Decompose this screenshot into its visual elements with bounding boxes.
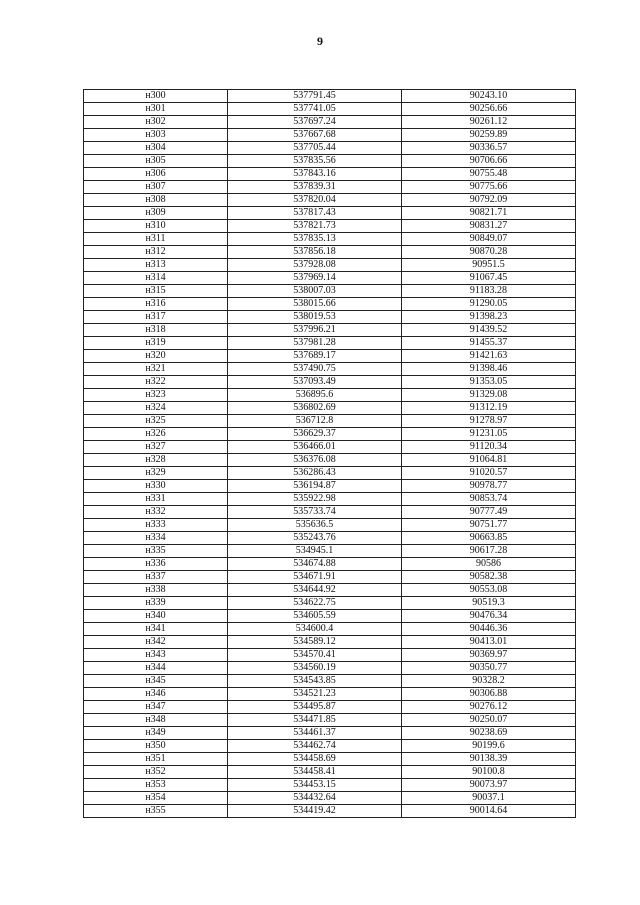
point-id-cell: н325 bbox=[84, 415, 228, 428]
x-coordinate-cell: 534453.15 bbox=[228, 779, 402, 792]
x-coordinate-cell: 537705.44 bbox=[228, 142, 402, 155]
x-coordinate-cell: 537741.05 bbox=[228, 103, 402, 116]
x-coordinate-cell: 537928.08 bbox=[228, 259, 402, 272]
y-coordinate-cell: 90014.64 bbox=[402, 805, 576, 818]
point-id-cell: н321 bbox=[84, 363, 228, 376]
table-row bbox=[84, 454, 576, 467]
table-row bbox=[84, 246, 576, 259]
point-id-cell: н330 bbox=[84, 480, 228, 493]
table-row bbox=[84, 337, 576, 350]
y-coordinate-cell: 90870.28 bbox=[402, 246, 576, 259]
point-id-cell: н352 bbox=[84, 766, 228, 779]
x-coordinate-cell: 538007.03 bbox=[228, 285, 402, 298]
point-id-cell: н301 bbox=[84, 103, 228, 116]
point-id-cell: н317 bbox=[84, 311, 228, 324]
y-coordinate-cell: 90100.8 bbox=[402, 766, 576, 779]
y-coordinate-cell: 90777.49 bbox=[402, 506, 576, 519]
table-row bbox=[84, 766, 576, 779]
y-coordinate-cell: 91398.23 bbox=[402, 311, 576, 324]
x-coordinate-cell: 534521.23 bbox=[228, 688, 402, 701]
y-coordinate-cell: 90276.12 bbox=[402, 701, 576, 714]
x-coordinate-cell: 536802.69 bbox=[228, 402, 402, 415]
table-row bbox=[84, 610, 576, 623]
point-id-cell: н326 bbox=[84, 428, 228, 441]
point-id-cell: н318 bbox=[84, 324, 228, 337]
table-row bbox=[84, 194, 576, 207]
y-coordinate-cell: 90792.09 bbox=[402, 194, 576, 207]
y-coordinate-cell: 90256.66 bbox=[402, 103, 576, 116]
table-row bbox=[84, 233, 576, 246]
point-id-cell: н332 bbox=[84, 506, 228, 519]
table-row bbox=[84, 649, 576, 662]
y-coordinate-cell: 90073.97 bbox=[402, 779, 576, 792]
table-row bbox=[84, 506, 576, 519]
y-coordinate-cell: 90951.5 bbox=[402, 259, 576, 272]
y-coordinate-cell: 90413.01 bbox=[402, 636, 576, 649]
point-id-cell: н324 bbox=[84, 402, 228, 415]
table-row bbox=[84, 298, 576, 311]
y-coordinate-cell: 90582.38 bbox=[402, 571, 576, 584]
x-coordinate-cell: 537835.13 bbox=[228, 233, 402, 246]
y-coordinate-cell: 91183.28 bbox=[402, 285, 576, 298]
table-row bbox=[84, 181, 576, 194]
table-row bbox=[84, 376, 576, 389]
point-id-cell: н300 bbox=[84, 90, 228, 103]
table-row bbox=[84, 493, 576, 506]
table-row bbox=[84, 792, 576, 805]
y-coordinate-cell: 91120.34 bbox=[402, 441, 576, 454]
x-coordinate-cell: 534458.41 bbox=[228, 766, 402, 779]
point-id-cell: н348 bbox=[84, 714, 228, 727]
point-id-cell: н306 bbox=[84, 168, 228, 181]
y-coordinate-cell: 90586 bbox=[402, 558, 576, 571]
x-coordinate-cell: 537843.16 bbox=[228, 168, 402, 181]
x-coordinate-cell: 537490.75 bbox=[228, 363, 402, 376]
point-id-cell: н323 bbox=[84, 389, 228, 402]
point-id-cell: н305 bbox=[84, 155, 228, 168]
table-row bbox=[84, 350, 576, 363]
x-coordinate-cell: 534543.85 bbox=[228, 675, 402, 688]
y-coordinate-cell: 90821.71 bbox=[402, 207, 576, 220]
x-coordinate-cell: 534600.4 bbox=[228, 623, 402, 636]
x-coordinate-cell: 534560.19 bbox=[228, 662, 402, 675]
table-row bbox=[84, 753, 576, 766]
table-row bbox=[84, 155, 576, 168]
x-coordinate-cell: 537817.43 bbox=[228, 207, 402, 220]
table-row bbox=[84, 116, 576, 129]
point-id-cell: н312 bbox=[84, 246, 228, 259]
point-id-cell: н341 bbox=[84, 623, 228, 636]
point-id-cell: н346 bbox=[84, 688, 228, 701]
point-id-cell: н351 bbox=[84, 753, 228, 766]
point-id-cell: н329 bbox=[84, 467, 228, 480]
table-row bbox=[84, 480, 576, 493]
x-coordinate-cell: 537856.18 bbox=[228, 246, 402, 259]
y-coordinate-cell: 91398.46 bbox=[402, 363, 576, 376]
x-coordinate-cell: 537667.68 bbox=[228, 129, 402, 142]
x-coordinate-cell: 534495.87 bbox=[228, 701, 402, 714]
point-id-cell: н311 bbox=[84, 233, 228, 246]
table-row bbox=[84, 805, 576, 818]
table-row bbox=[84, 324, 576, 337]
table-row bbox=[84, 90, 576, 103]
x-coordinate-cell: 534644.92 bbox=[228, 584, 402, 597]
x-coordinate-cell: 534570.41 bbox=[228, 649, 402, 662]
table-row bbox=[84, 623, 576, 636]
x-coordinate-cell: 537981.28 bbox=[228, 337, 402, 350]
table-row bbox=[84, 571, 576, 584]
point-id-cell: н340 bbox=[84, 610, 228, 623]
point-id-cell: н343 bbox=[84, 649, 228, 662]
point-id-cell: н344 bbox=[84, 662, 228, 675]
point-id-cell: н336 bbox=[84, 558, 228, 571]
table-row bbox=[84, 259, 576, 272]
y-coordinate-cell: 91278.97 bbox=[402, 415, 576, 428]
point-id-cell: н310 bbox=[84, 220, 228, 233]
x-coordinate-cell: 535636.5 bbox=[228, 519, 402, 532]
table-row bbox=[84, 428, 576, 441]
y-coordinate-cell: 91439.52 bbox=[402, 324, 576, 337]
table-row bbox=[84, 129, 576, 142]
x-coordinate-cell: 534461.37 bbox=[228, 727, 402, 740]
x-coordinate-cell: 536466.01 bbox=[228, 441, 402, 454]
table-row bbox=[84, 545, 576, 558]
table-row bbox=[84, 740, 576, 753]
x-coordinate-cell: 535922.98 bbox=[228, 493, 402, 506]
y-coordinate-cell: 90663.85 bbox=[402, 532, 576, 545]
table-row bbox=[84, 467, 576, 480]
x-coordinate-cell: 535243.76 bbox=[228, 532, 402, 545]
table-row bbox=[84, 389, 576, 402]
x-coordinate-cell: 536895.6 bbox=[228, 389, 402, 402]
x-coordinate-cell: 537820.04 bbox=[228, 194, 402, 207]
table-row bbox=[84, 103, 576, 116]
y-coordinate-cell: 90849.07 bbox=[402, 233, 576, 246]
table-row bbox=[84, 402, 576, 415]
x-coordinate-cell: 534589.12 bbox=[228, 636, 402, 649]
x-coordinate-cell: 534458.69 bbox=[228, 753, 402, 766]
x-coordinate-cell: 534419.42 bbox=[228, 805, 402, 818]
y-coordinate-cell: 90350.77 bbox=[402, 662, 576, 675]
coordinates-table bbox=[83, 89, 576, 818]
table-row bbox=[84, 675, 576, 688]
point-id-cell: н307 bbox=[84, 181, 228, 194]
coordinates-table-body bbox=[84, 90, 576, 818]
point-id-cell: н320 bbox=[84, 350, 228, 363]
x-coordinate-cell: 536629.37 bbox=[228, 428, 402, 441]
y-coordinate-cell: 90306.88 bbox=[402, 688, 576, 701]
x-coordinate-cell: 538015.66 bbox=[228, 298, 402, 311]
x-coordinate-cell: 537996.21 bbox=[228, 324, 402, 337]
y-coordinate-cell: 90250.07 bbox=[402, 714, 576, 727]
point-id-cell: н339 bbox=[84, 597, 228, 610]
x-coordinate-cell: 534432.64 bbox=[228, 792, 402, 805]
y-coordinate-cell: 91064.81 bbox=[402, 454, 576, 467]
y-coordinate-cell: 90553.08 bbox=[402, 584, 576, 597]
x-coordinate-cell: 537093.49 bbox=[228, 376, 402, 389]
table-row bbox=[84, 662, 576, 675]
y-coordinate-cell: 91312.19 bbox=[402, 402, 576, 415]
x-coordinate-cell: 536376.08 bbox=[228, 454, 402, 467]
point-id-cell: н316 bbox=[84, 298, 228, 311]
point-id-cell: н309 bbox=[84, 207, 228, 220]
point-id-cell: н334 bbox=[84, 532, 228, 545]
table-row bbox=[84, 779, 576, 792]
point-id-cell: н315 bbox=[84, 285, 228, 298]
point-id-cell: н333 bbox=[84, 519, 228, 532]
point-id-cell: н304 bbox=[84, 142, 228, 155]
y-coordinate-cell: 90706.66 bbox=[402, 155, 576, 168]
y-coordinate-cell: 90138.39 bbox=[402, 753, 576, 766]
point-id-cell: н347 bbox=[84, 701, 228, 714]
x-coordinate-cell: 537969.14 bbox=[228, 272, 402, 285]
x-coordinate-cell: 534671.91 bbox=[228, 571, 402, 584]
table-row bbox=[84, 714, 576, 727]
table-row bbox=[84, 220, 576, 233]
table-row bbox=[84, 636, 576, 649]
table-row bbox=[84, 207, 576, 220]
x-coordinate-cell: 537839.31 bbox=[228, 181, 402, 194]
y-coordinate-cell: 90238.69 bbox=[402, 727, 576, 740]
y-coordinate-cell: 91353.05 bbox=[402, 376, 576, 389]
point-id-cell: н338 bbox=[84, 584, 228, 597]
point-id-cell: н331 bbox=[84, 493, 228, 506]
x-coordinate-cell: 537697.24 bbox=[228, 116, 402, 129]
table-row bbox=[84, 142, 576, 155]
table-row bbox=[84, 519, 576, 532]
y-coordinate-cell: 90617.28 bbox=[402, 545, 576, 558]
x-coordinate-cell: 537821.73 bbox=[228, 220, 402, 233]
point-id-cell: н354 bbox=[84, 792, 228, 805]
table-row bbox=[84, 415, 576, 428]
x-coordinate-cell: 536194.87 bbox=[228, 480, 402, 493]
table-row bbox=[84, 597, 576, 610]
point-id-cell: н319 bbox=[84, 337, 228, 350]
point-id-cell: н314 bbox=[84, 272, 228, 285]
y-coordinate-cell: 91020.57 bbox=[402, 467, 576, 480]
table-row bbox=[84, 311, 576, 324]
table-row bbox=[84, 701, 576, 714]
x-coordinate-cell: 537689.17 bbox=[228, 350, 402, 363]
x-coordinate-cell: 537791.45 bbox=[228, 90, 402, 103]
y-coordinate-cell: 90243.10 bbox=[402, 90, 576, 103]
x-coordinate-cell: 536712.8 bbox=[228, 415, 402, 428]
y-coordinate-cell: 90978.77 bbox=[402, 480, 576, 493]
y-coordinate-cell: 90446.36 bbox=[402, 623, 576, 636]
point-id-cell: н353 bbox=[84, 779, 228, 792]
x-coordinate-cell: 534945.1 bbox=[228, 545, 402, 558]
point-id-cell: н302 bbox=[84, 116, 228, 129]
point-id-cell: н335 bbox=[84, 545, 228, 558]
y-coordinate-cell: 90775.66 bbox=[402, 181, 576, 194]
y-coordinate-cell: 90328.2 bbox=[402, 675, 576, 688]
point-id-cell: н349 bbox=[84, 727, 228, 740]
y-coordinate-cell: 90831.27 bbox=[402, 220, 576, 233]
x-coordinate-cell: 534471.85 bbox=[228, 714, 402, 727]
y-coordinate-cell: 90476.34 bbox=[402, 610, 576, 623]
point-id-cell: н337 bbox=[84, 571, 228, 584]
table-row bbox=[84, 272, 576, 285]
y-coordinate-cell: 90336.57 bbox=[402, 142, 576, 155]
table-row bbox=[84, 532, 576, 545]
x-coordinate-cell: 534462.74 bbox=[228, 740, 402, 753]
point-id-cell: н345 bbox=[84, 675, 228, 688]
y-coordinate-cell: 91329.08 bbox=[402, 389, 576, 402]
table-row bbox=[84, 168, 576, 181]
y-coordinate-cell: 90755.48 bbox=[402, 168, 576, 181]
x-coordinate-cell: 534605.59 bbox=[228, 610, 402, 623]
page-number: 9 bbox=[317, 34, 323, 48]
point-id-cell: н355 bbox=[84, 805, 228, 818]
y-coordinate-cell: 91231.05 bbox=[402, 428, 576, 441]
point-id-cell: н342 bbox=[84, 636, 228, 649]
point-id-cell: н313 bbox=[84, 259, 228, 272]
y-coordinate-cell: 90199.6 bbox=[402, 740, 576, 753]
x-coordinate-cell: 535733.74 bbox=[228, 506, 402, 519]
point-id-cell: н303 bbox=[84, 129, 228, 142]
table-row bbox=[84, 584, 576, 597]
x-coordinate-cell: 534622.75 bbox=[228, 597, 402, 610]
point-id-cell: н327 bbox=[84, 441, 228, 454]
y-coordinate-cell: 90037.1 bbox=[402, 792, 576, 805]
y-coordinate-cell: 91067.45 bbox=[402, 272, 576, 285]
point-id-cell: н328 bbox=[84, 454, 228, 467]
table-row bbox=[84, 688, 576, 701]
y-coordinate-cell: 90519.3 bbox=[402, 597, 576, 610]
y-coordinate-cell: 90751.77 bbox=[402, 519, 576, 532]
table-row bbox=[84, 441, 576, 454]
y-coordinate-cell: 90853.74 bbox=[402, 493, 576, 506]
x-coordinate-cell: 537835.56 bbox=[228, 155, 402, 168]
point-id-cell: н322 bbox=[84, 376, 228, 389]
point-id-cell: н350 bbox=[84, 740, 228, 753]
x-coordinate-cell: 538019.53 bbox=[228, 311, 402, 324]
y-coordinate-cell: 91421.63 bbox=[402, 350, 576, 363]
y-coordinate-cell: 91290.05 bbox=[402, 298, 576, 311]
y-coordinate-cell: 90259.89 bbox=[402, 129, 576, 142]
y-coordinate-cell: 91455.37 bbox=[402, 337, 576, 350]
table-row bbox=[84, 558, 576, 571]
y-coordinate-cell: 90369.97 bbox=[402, 649, 576, 662]
table-row bbox=[84, 727, 576, 740]
x-coordinate-cell: 534674.88 bbox=[228, 558, 402, 571]
table-row bbox=[84, 285, 576, 298]
table-row bbox=[84, 363, 576, 376]
point-id-cell: н308 bbox=[84, 194, 228, 207]
y-coordinate-cell: 90261.12 bbox=[402, 116, 576, 129]
x-coordinate-cell: 536286.43 bbox=[228, 467, 402, 480]
